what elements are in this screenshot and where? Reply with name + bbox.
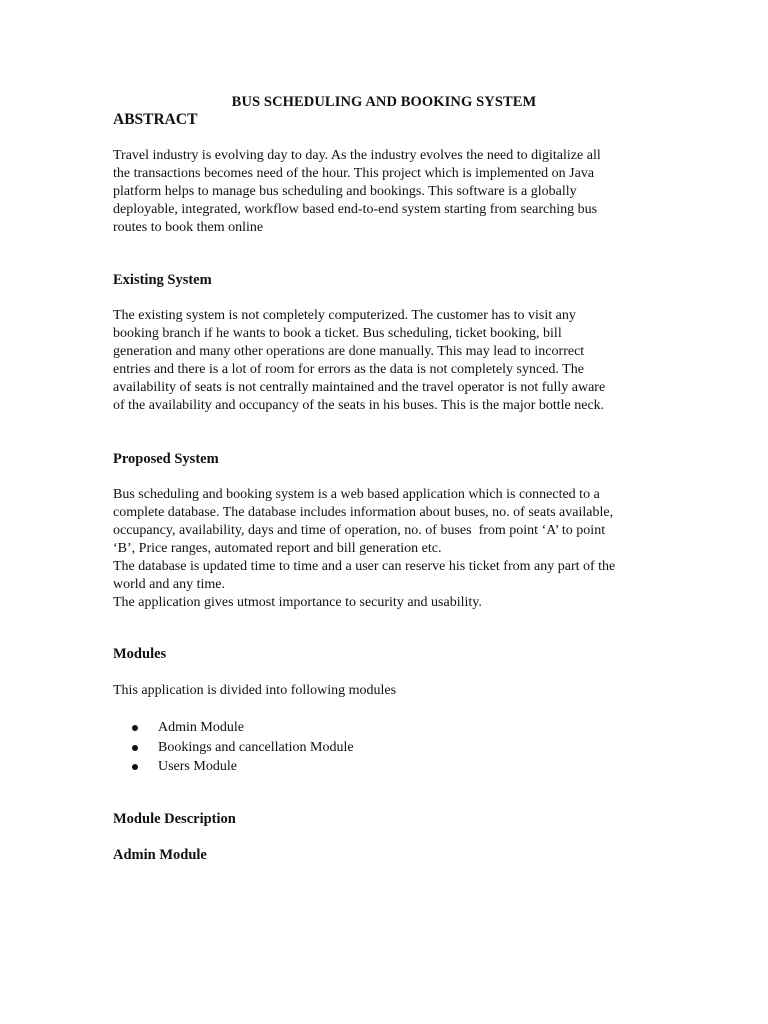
paragraph-line: the transactions becomes need of the hour. This project which is implemented on Java	[113, 166, 595, 181]
paragraph-line: platform helps to manage bus scheduling and bookings. This software is a globally	[113, 184, 577, 199]
admin-module-heading: Admin Module	[113, 847, 207, 863]
list-item	[113, 718, 354, 738]
modules-list	[113, 718, 354, 777]
paragraph-line: complete database. The database includes information about buses, no. of seats available,	[113, 505, 614, 520]
paragraph-line: generation and many other operations are done manually. This may lead to incorrect	[113, 344, 585, 359]
paragraph-line: The existing system is not completely computerized. The customer has to visit any	[113, 308, 576, 323]
abstract-paragraph	[113, 147, 661, 237]
paragraph-line: routes to book them online	[113, 220, 264, 235]
paragraph-line: Travel industry is evolving day to day. As the industry evolves the need to digitalize all	[113, 148, 601, 163]
list-item	[113, 738, 354, 758]
paragraph-line: entries and there is a lot of room for errors as the data is not completely synced. The	[113, 362, 584, 377]
list-item-label: Bookings and cancellation Module	[158, 739, 354, 755]
document-title: BUS SCHEDULING AND BOOKING SYSTEM	[231, 94, 537, 110]
module-description-heading: Module Description	[113, 811, 236, 827]
paragraph-line: availability of seats is not centrally maintained and the travel operator is not fully aware	[113, 380, 606, 395]
modules-intro: This application is divided into following modules	[113, 683, 397, 698]
proposed-system-paragraph	[113, 486, 661, 612]
bullet-icon	[132, 745, 138, 751]
list-item-label: Users Module	[158, 759, 237, 774]
paragraph-line: booking branch if he wants to book a ticket. Bus scheduling, ticket booking, bill	[113, 326, 562, 341]
bullet-icon	[132, 725, 138, 731]
existing-system-heading: Existing System	[113, 272, 212, 288]
paragraph-line: deployable, integrated, workflow based end-to-end system starting from searching bus	[113, 202, 598, 217]
bullet-icon	[132, 764, 138, 770]
paragraph-line: Bus scheduling and booking system is a web based application which is connected to a	[113, 487, 600, 502]
list-item-label: Admin Module	[158, 720, 244, 735]
modules-heading: Modules	[113, 646, 167, 662]
paragraph-line: occupancy, availability, days and time of operation, no. of buses from point ‘A’ to point	[113, 523, 606, 538]
paragraph-line: world and any time.	[113, 577, 225, 592]
abstract-heading: ABSTRACT	[113, 111, 198, 128]
paragraph-line: The application gives utmost importance to security and usability.	[113, 595, 482, 610]
proposed-system-heading: Proposed System	[113, 451, 219, 467]
paragraph-line: The database is updated time to time and a user can reserve his ticket from any part of the	[113, 559, 616, 574]
list-item	[113, 757, 354, 777]
paragraph-line: ‘B’, Price ranges, automated report and bill generation etc.	[113, 541, 442, 556]
paragraph-line: of the availability and occupancy of the seats in his buses. This is the major bottle neck.	[113, 398, 605, 413]
existing-system-paragraph	[113, 307, 661, 415]
